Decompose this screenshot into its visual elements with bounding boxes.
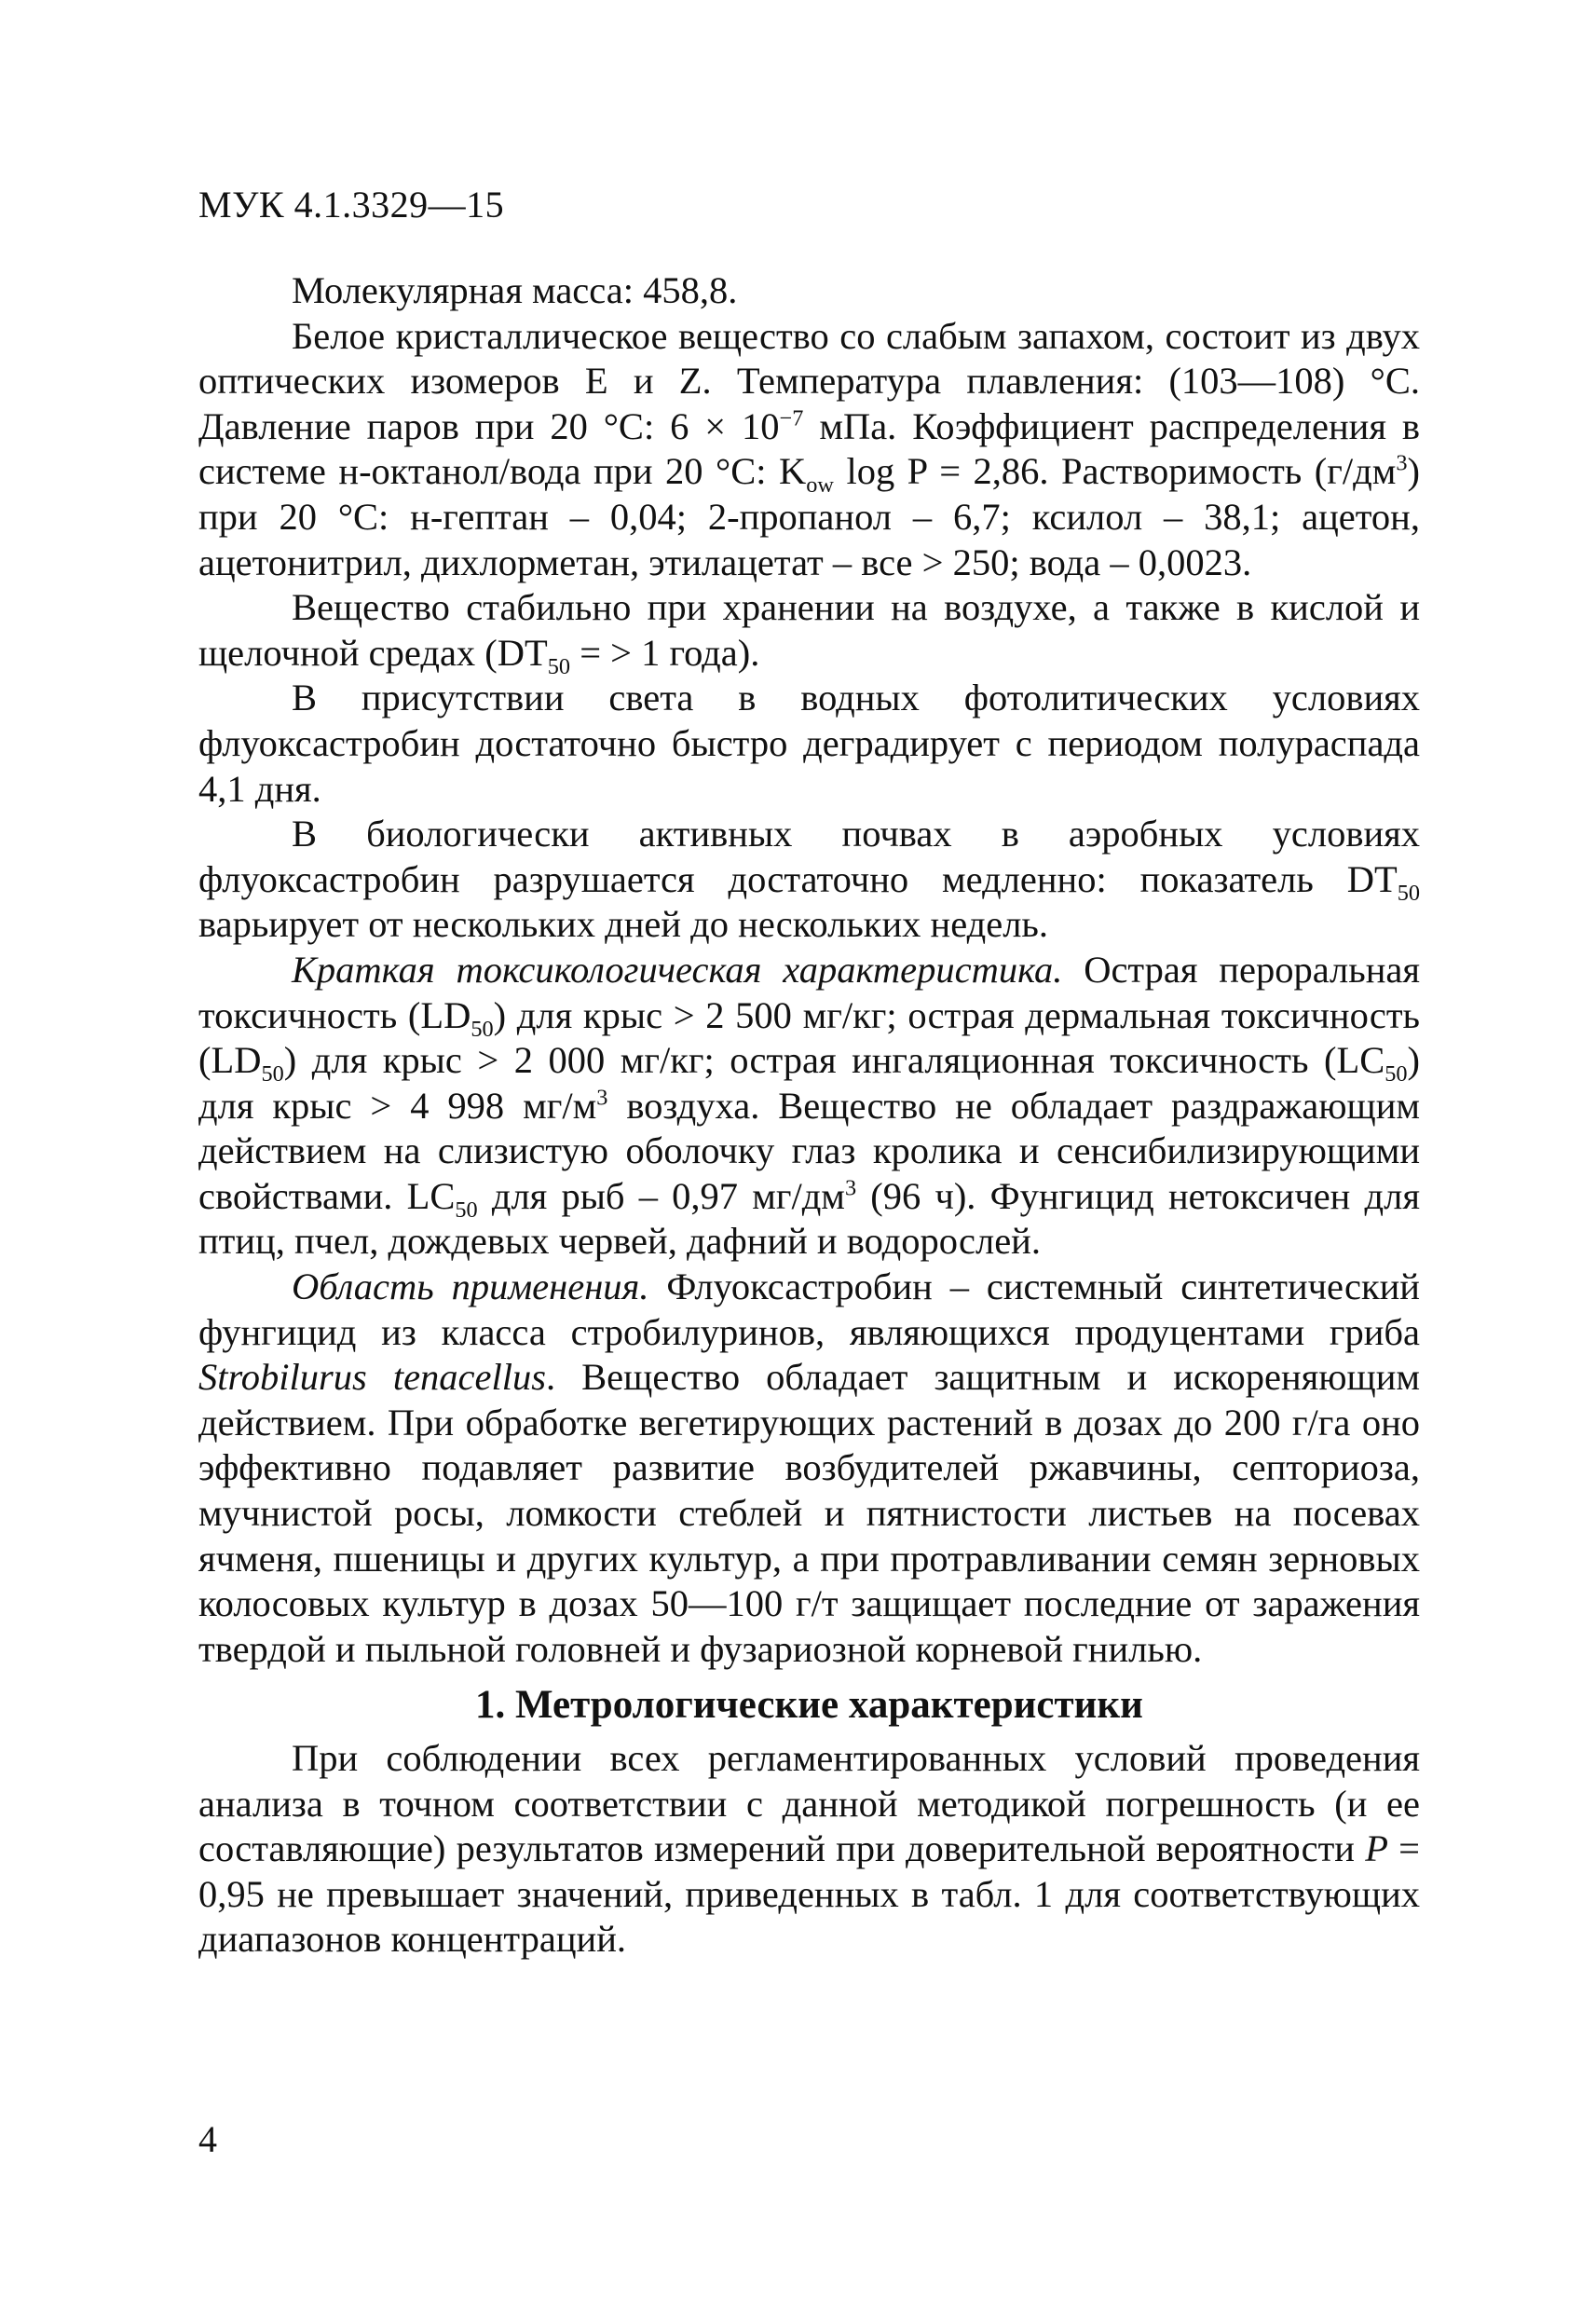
- text-segment: Белое кристаллическое вещество со слабым запахом, состоит из двух оптических изомеров E и Z. Температура плавления: (103—108) °С. Давление паров при 20 °С: 6 × 10: [198, 314, 1420, 447]
- section-heading: 1. Метрологические характеристики: [475, 1683, 1143, 1728]
- paragraph-stability: [198, 585, 1420, 679]
- text-segment: воздуха. Вещество не обладает раздражающим действием на слизистую оболочку глаз кролика и сенсибилизирующими свойствами. LC: [198, 1084, 1420, 1217]
- text-segment: . Вещество обладает защитным и искореняющим действием. При обработке вегетирующих растений в дозах до 200 г/га оно эффективно подавляет развитие возбудителей ржавчины, септориоза, мучнистой росы, ломкости стеблей и пятнистости листьев на посевах ячменя, пшеницы и других культур, а при протравливании семян зерновых колосовых культур в дозах 50—100 г/т защищает последние от заражения твердой и пыльной головней и фузариозной корневой гнилью.: [198, 1356, 1421, 1670]
- text-segment: Острая пероральная токсичность (LD: [198, 948, 1420, 1036]
- subscript: 50: [1397, 880, 1420, 906]
- text-segment: Вещество стабильно при хранении на воздухе, а также в кислой и щелочной средах (DT: [198, 586, 1420, 674]
- superscript: 3: [1396, 450, 1408, 476]
- subscript: 50: [547, 653, 571, 679]
- text-segment: мПа. Коэффициент распределения в системе н-октанол/вода при 20 °С: K: [198, 404, 1420, 493]
- paragraph-soil-degradation: [198, 812, 1420, 948]
- text-segment: ) для крыс > 2 000 мг/кг; острая ингаляционная токсичность (LC: [283, 1039, 1385, 1082]
- text-segment: варьирует от нескольких дней до нескольких недель.: [198, 903, 1049, 946]
- text-segment: для рыб – 0,97 мг/дм: [477, 1174, 845, 1217]
- italic-heading: Краткая токсикологическая характеристика.: [292, 948, 1063, 991]
- document-body: [198, 268, 1420, 1963]
- text-segment: = > 1 года).: [570, 631, 760, 674]
- text-segment: Флуоксастробин – системный синтетический фунгицид из класса стробилуринов, являющихся продуцентами гриба: [198, 1265, 1420, 1353]
- superscript: 3: [596, 1085, 608, 1111]
- text-segment: (96 ч). Фунгицид нетоксичен для птиц, пчел, дождевых червей, дафний и водорослей.: [198, 1174, 1420, 1263]
- subscript: ow: [806, 472, 834, 499]
- paragraph-properties: [198, 314, 1420, 586]
- paragraph-molecular-mass: Молекулярная масса: 458,8.: [292, 269, 738, 311]
- document-id-header: МУК 4.1.3329—15: [198, 184, 505, 226]
- text-segment: ) для крыс > 2 500 мг/кг; острая дермальная токсичность (LD: [198, 993, 1420, 1082]
- text-segment: ) при 20 °С: н-гептан – 0,04; 2-пропанол – 6,7; ксилол – 38,1; ацетон, ацетонитрил, дихлорметан, этилацетат – все > 250; вода – 0,0023.: [198, 450, 1420, 583]
- superscript: −7: [779, 405, 804, 431]
- paragraph-toxicology: [198, 948, 1420, 1265]
- subscript: 50: [455, 1197, 478, 1223]
- text-segment: log P = 2,86. Растворимость (г/дм: [833, 450, 1397, 493]
- italic-heading: Область применения.: [292, 1265, 649, 1308]
- text-segment: ) для крыс > 4 998 мг/м: [198, 1039, 1420, 1127]
- subscript: 50: [261, 1061, 284, 1088]
- paragraph-application: [198, 1265, 1420, 1672]
- superscript: 3: [844, 1175, 857, 1201]
- page-number: 4: [198, 2118, 217, 2160]
- subscript: 50: [471, 1016, 494, 1042]
- subscript: 50: [1385, 1061, 1408, 1088]
- text-segment: = 0,95 не превышает значений, приведенных в табл. 1 для соответствующих диапазонов концентраций.: [198, 1827, 1420, 1961]
- species-name: Strobilurus tenacellus: [198, 1356, 547, 1399]
- text-segment: В биологически активных почвах в аэробных условиях флуоксастробин разрушается достаточно медленно: показатель DT: [198, 813, 1420, 900]
- paragraph-metrology: [198, 1736, 1420, 1963]
- italic-variable: P: [1365, 1827, 1388, 1870]
- paragraph-photolysis: В присутствии света в водных фотолитических условиях флуоксастробин достаточно быстро деградирует с периодом полураспада 4,1 дня.: [198, 677, 1420, 810]
- text-segment: При соблюдении всех регламентированных условий проведения анализа в точном соответствии с данной методикой погрешность (и ее составляющие) результатов измерений при доверительной вероятности: [198, 1737, 1420, 1870]
